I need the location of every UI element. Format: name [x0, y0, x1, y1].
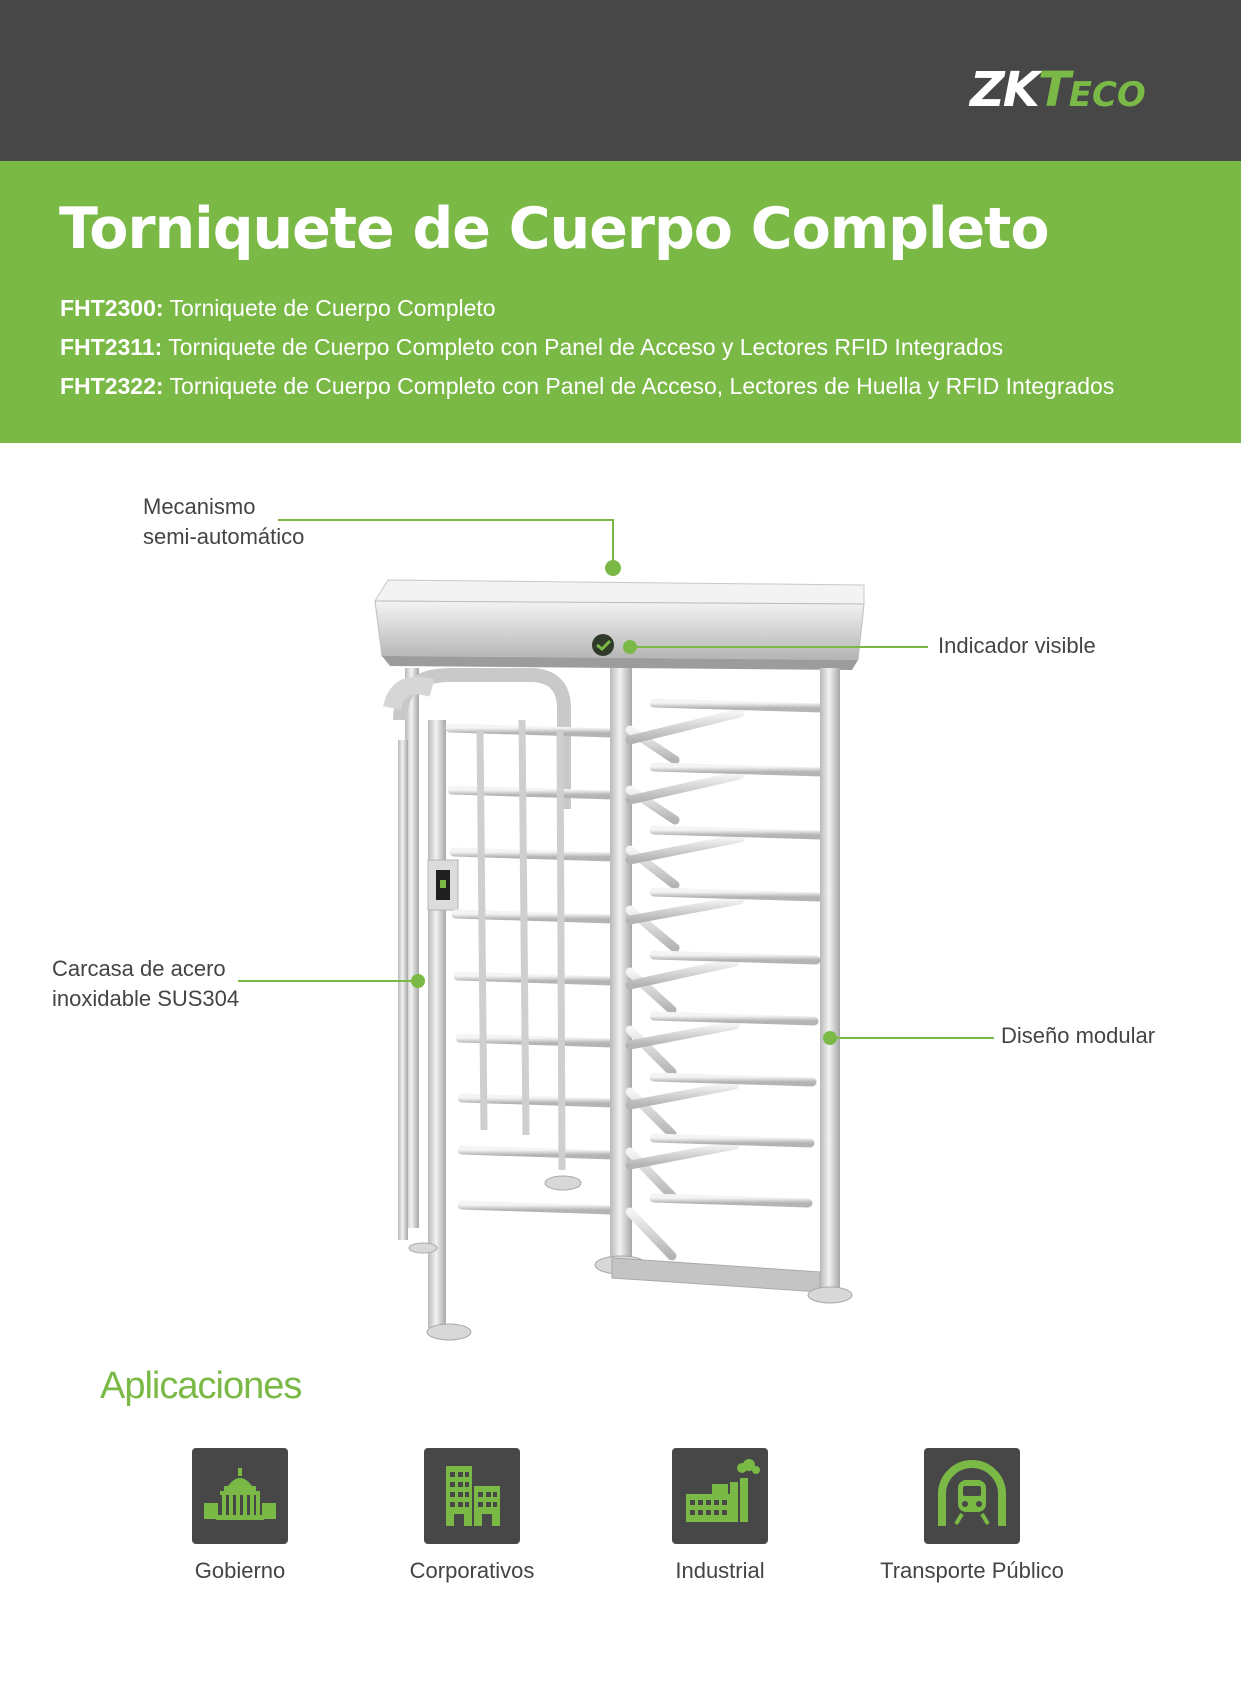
callout-housing-line2: inoxidable SUS304	[52, 986, 240, 1011]
page-title: Torniquete de Cuerpo Completo	[59, 196, 1049, 262]
app-public-transport	[862, 1448, 1082, 1584]
top-bar	[0, 0, 1241, 161]
logo-eco: ECO	[1068, 75, 1146, 115]
government-building-icon	[192, 1448, 288, 1544]
office-buildings-icon	[424, 1448, 520, 1544]
app-industrial	[610, 1448, 830, 1584]
logo-zk: ZK	[970, 62, 1038, 118]
train-icon	[924, 1448, 1020, 1544]
rotor-arms	[630, 713, 740, 1256]
app-government	[130, 1448, 350, 1584]
hero-banner	[0, 161, 1241, 443]
callout-indicator: Indicador visible	[938, 633, 1096, 658]
app-label: Industrial	[675, 1558, 765, 1583]
callout-modular: Diseño modular	[1001, 1023, 1156, 1048]
indicator-light-icon	[592, 634, 614, 656]
app-label: Transporte Público	[880, 1558, 1064, 1583]
model-code: FHT2311:	[60, 334, 163, 360]
callout-housing	[52, 954, 239, 1014]
model-code: FHT2322:	[60, 373, 164, 399]
model-desc: Torniquete de Cuerpo Completo con Panel de Acceso, Lectores de Huella y RFID Integrados	[169, 373, 1115, 399]
model-list	[60, 289, 1114, 406]
factory-icon	[672, 1448, 768, 1544]
fixed-fence-bars	[450, 728, 612, 1210]
logo-t: T	[1038, 62, 1069, 118]
model-code: FHT2300:	[60, 295, 164, 321]
model-item	[60, 367, 1114, 406]
rotor-post	[595, 668, 647, 1274]
zkteco-logo	[970, 62, 1146, 118]
callout-mechanism-line2: semi-automático	[143, 524, 305, 549]
callout-mechanism-line1: Mecanismo	[143, 494, 256, 519]
app-label: Corporativos	[409, 1558, 535, 1583]
app-corporate	[362, 1448, 582, 1584]
callout-mechanism	[143, 492, 304, 552]
model-desc: Torniquete de Cuerpo Completo	[169, 295, 496, 321]
app-label: Gobierno	[194, 1558, 286, 1583]
model-item	[60, 289, 1114, 328]
callout-housing-line1: Carcasa de acero	[52, 956, 226, 981]
model-desc: Torniquete de Cuerpo Completo con Panel de Acceso y Lectores RFID Integrados	[168, 334, 1004, 360]
applications-title: Aplicaciones	[100, 1365, 302, 1407]
model-item	[60, 328, 1114, 367]
turnstile-illustration	[0, 443, 1241, 1363]
top-housing	[375, 580, 864, 670]
